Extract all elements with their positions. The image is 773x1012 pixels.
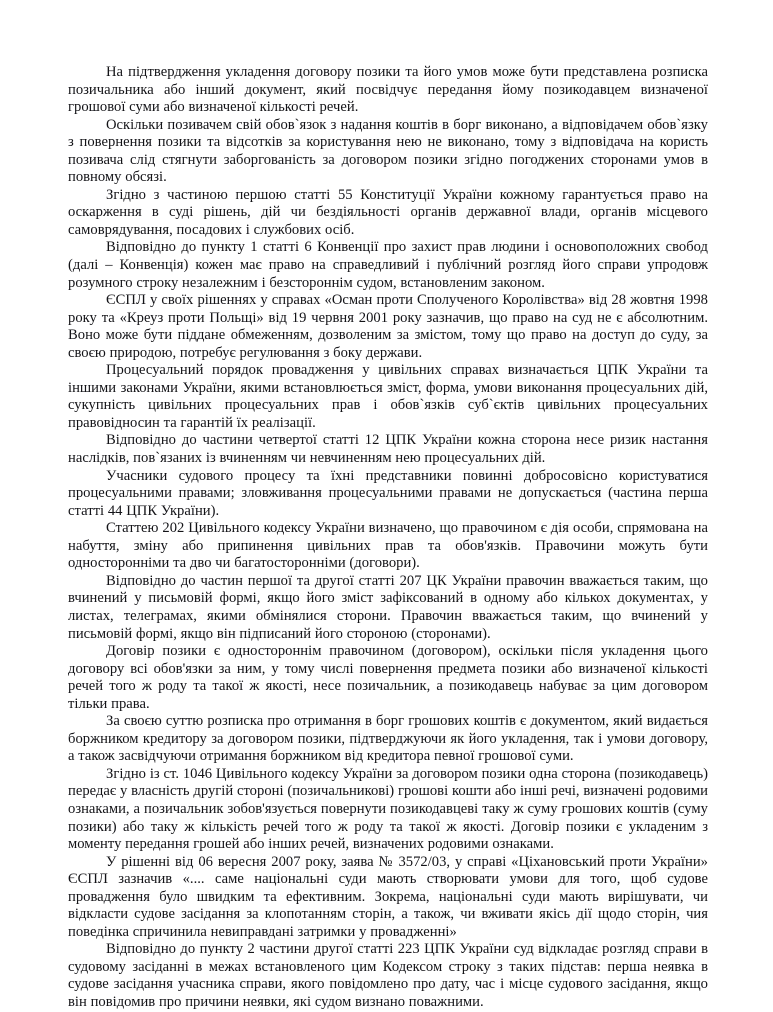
paragraph: Відповідно до пункту 1 статті 6 Конвенції про захист прав людини і основоположних свобод (далі – Конвенція) кожен має право на справедливий і публічний розгляд його справи упродовж розумного строку незалежним і безстороннім судом, встановленим законом. [68,239,708,291]
paragraph: Процесуальний порядок провадження у цивільних справах визначається ЦПК України та іншими законами України, якими встановлюється зміст, форма, умови виконання процесуальних дій, сукупність цивільних процесуальних прав і обов`язків суб`єктів цивільних процесуальних правовідносин та гарантій їх реалізації. [68,362,708,431]
paragraph: Згідно із ст. 1046 Цивільного кодексу України за договором позики одна сторона (позикодавець) передає у власність другій стороні (позичальникові) грошові кошти або інші речі, визначені родовими ознаками, а позичальник зобов'язується повернути позикодавцеві таку ж суму грошових коштів (суму позики) або таку ж кількість речей того ж роду та такої ж якості. Договір позики є укладеним з моменту передання грошей або інших речей, визначених родовими ознаками. [68,765,708,853]
paragraph: За своєю суттю розписка про отримання в борг грошових коштів є документом, який видається боржником кредитору за договором позики, підтверджуючи як його укладення, так і умови договору, а також засвідчуючи отримання боржником від кредитора певної грошової суми. [68,713,708,765]
paragraph: У рішенні від 06 вересня 2007 року, заява № 3572/03, у справі «Ціхановський проти України» ЄСПЛ зазначив «.... саме національні суди мають створювати умови для того, щоб судове провадження було швидким та ефективним. Зокрема, національні суди мають вирішувати, чи відкласти судове засідання за клопотанням сторін, а також, чи вживати якісь дії щодо сторін, чия поведінка спричинила невиправдані затримки у провадженні» [68,853,708,940]
paragraph: Оскільки позивачем свій обов`язок з надання коштів в борг виконано, а відповідачем обов`язку з повернення позики та відсотків за користування нею не виконано, тому з відповідача на користь позивача слід стягнути заборгованість за договором позики згідно погоджених сторонами умов в повному обсязі. [68,116,708,186]
paragraph: На підтвердження укладення договору позики та його умов може бути представлена розписка позичальника або інший документ, який посвідчує передання йому позикодавцем визначеної грошової суми або визначеної кількості речей. [68,64,708,116]
paragraph: Згідно з частиною першою статті 55 Конституції України кожному гарантується право на оскарження в суді рішень, дій чи бездіяльності органів державної влади, органів місцевого самоврядування, посадових і службових осіб. [68,186,708,238]
paragraph: Учасники судового процесу та їхні представники повинні добросовісно користуватися процесуальними правами; зловживання процесуальними правами не допускається (частина перша статті 44 ЦПК України). [68,467,708,519]
paragraph: ЄСПЛ у своїх рішеннях у справах «Осман проти Сполученого Королівства» від 28 жовтня 1998 року та «Креуз проти Польщі» від 19 червня 2001 року зазначив, що право на суд не є абсолютним. Воно може бути піддане обмеженням, дозволеним за змістом, тому що право на доступ до суду, за своєю природою, потребує регулювання з боку держави. [68,292,708,361]
paragraph: Відповідно до частин першої та другої статті 207 ЦК України правочин вважається таким, що вчинений у письмовій формі, якщо його зміст зафіксований в одному або кількох документах, у листах, телеграмах, якими обмінялися сторони. Правочин вважається таким, що вчинений у письмовій формі, якщо він підписаний його стороною (сторонами). [68,572,708,642]
paragraph: Статтею 202 Цивільного кодексу України визначено, що правочином є дія особи, спрямована на набуття, зміну або припинення цивільних прав та обов'язків. Правочини можуть бути односторонніми та дво чи багатосторонніми (договори). [68,520,708,572]
document-text-body [68,64,708,1012]
paragraph: Відповідно до частини четвертої статті 12 ЦПК України кожна сторона несе ризик настання наслідків, пов`язаних із вчиненням чи невчиненням нею процесуальних дій. [68,432,708,467]
paragraph: Відповідно до пункту 2 частини другої статті 223 ЦПК України суд відкладає розгляд справи в судовому засіданні в межах встановленого цим Кодексом строку з таких підстав: перша неявка в судове засідання учасника справи, якого повідомлено про дату, час і місце судового засідання, якщо він повідомив про причини неявки, які судом визнано поважними. [68,941,708,1010]
paragraph: Договір позики є одностороннім правочином (договором), оскільки після укладення цього договору всі обов'язки за ним, у тому числі повернення предмета позики або визначеної кількості речей того ж роду та такої ж якості, несе позичальник, а позикодавець набуває за цим договором тільки права. [68,643,708,712]
